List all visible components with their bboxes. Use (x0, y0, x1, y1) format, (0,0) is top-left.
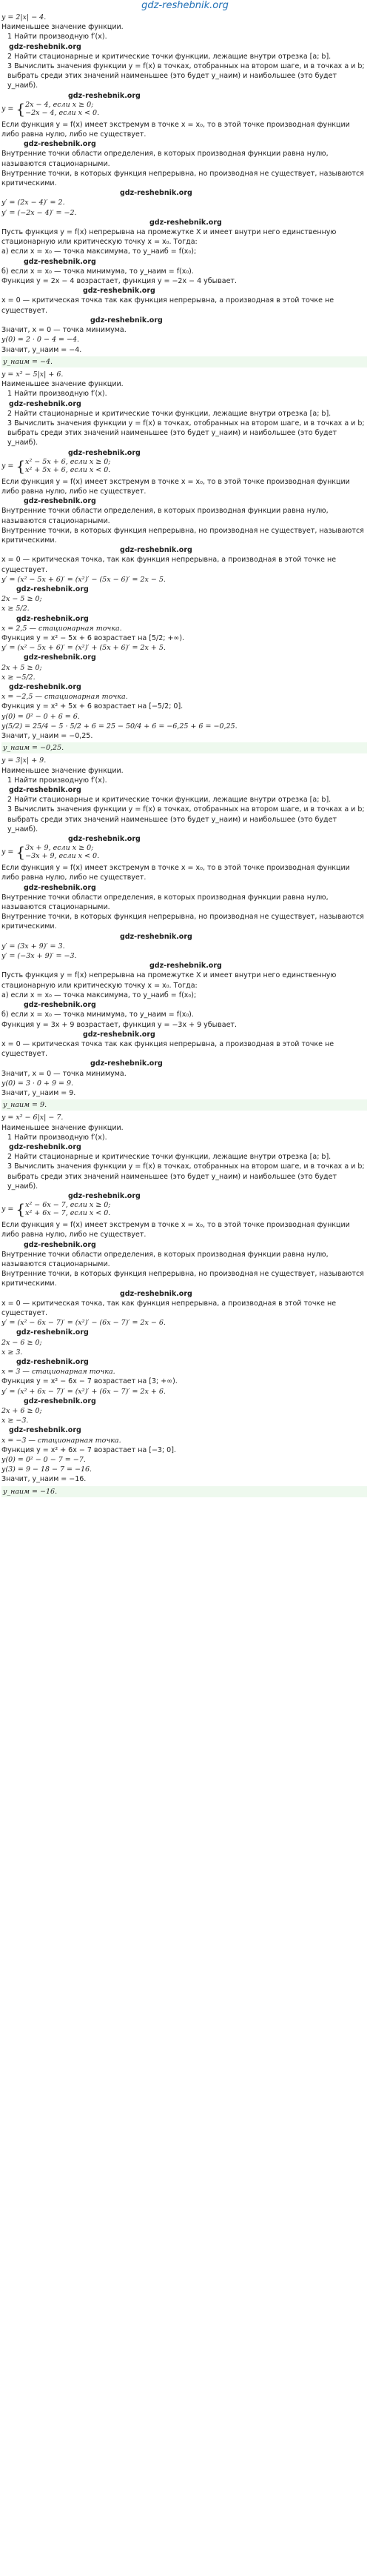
brace-icon: { (16, 844, 26, 862)
value-calc: y(5/2) = 25/4 − 5 · 5/2 + 6 = 25 − 50/4 + 6 = −6,25 + 6 = −0,25. (1, 722, 238, 730)
function-statement: y = x² − 6|x| − 7. (1, 1114, 64, 1122)
watermark: gdz-reshebnik.org (68, 448, 141, 457)
answer-box: y_наим = 9. (1, 1099, 367, 1111)
watermark: gdz-reshebnik.org (120, 932, 192, 941)
step-item: 3 Вычислить значения функции y = f(x) в точках, отобранных на втором шаге, и в точках a и b; выбрать среди этих значений наименьшее (это будет y_наим) и наибольшее (это будет y_наиб). (7, 62, 365, 90)
definition-text: Внутренние точки, в которых функция непрерывна, но производная не существует, называются критическими. (1, 526, 364, 545)
watermark: gdz-reshebnik.org (90, 1059, 163, 1068)
system-case: −3x + 9, если x < 0. (25, 852, 100, 861)
value-calc: y(0) = 2 · 0 − 4 = −4. (1, 336, 80, 345)
critical-point: x = 0 — критическая точка так как функция непрерывна, а производная в этой точке не существует. (1, 296, 334, 315)
solution-section (1, 1113, 367, 1497)
piecewise-system (1, 458, 367, 477)
heading: Наименьшее значение функции. (1, 380, 124, 389)
stationary-point: x = −2,5 — стационарная точка. (1, 693, 128, 702)
system-label: y = (1, 848, 16, 856)
watermark: gdz-reshebnik.org (24, 257, 96, 266)
watermark: gdz-reshebnik.org (9, 42, 81, 51)
step-item: 3 Вычислить значения функции y = f(x) в точках, отобранных на втором шаге, и в точках a и b; выбрать среди этих значений наименьшее (это будет y_наим) и наибольшее (это будет y_наиб). (7, 805, 365, 833)
answer-box: y_наим = −16. (1, 1486, 367, 1497)
watermark: gdz-reshebnik.org (24, 1001, 96, 1010)
definition-text: Внутренние точки области определения, в которых производная функции равна нулю, называются стационарными. (1, 1250, 329, 1268)
watermark: gdz-reshebnik.org (16, 1358, 89, 1366)
brace-icon: { (16, 457, 26, 475)
inequality: 2x + 6 ≥ 0; (1, 1407, 42, 1416)
inequality: x ≥ 3. (1, 1348, 23, 1357)
watermark: gdz-reshebnik.org (24, 653, 96, 662)
definition-text: Внутренние точки области определения, в которых производная функции равна нулю, называются стационарными. (1, 893, 329, 912)
monotonicity: Функция y = x² − 5x + 6 возрастает на [5/2; +∞). (1, 633, 185, 642)
watermark: gdz-reshebnik.org (16, 614, 89, 623)
inequality: 2x − 5 ≥ 0; (1, 595, 42, 604)
solution-section (1, 370, 367, 754)
theorem-text: Если функция y = f(x) имеет экстремум в точке x = x₀, то в этой точке производная функции либо равна нулю, либо не существует. (1, 1221, 350, 1239)
watermark: gdz-reshebnik.org (24, 140, 96, 149)
inequality: x ≥ −3. (1, 1417, 29, 1425)
critical-point: x = 0 — критическая точка так как функция непрерывна, а производная в этой точке не существует. (1, 1039, 334, 1059)
step-item: 3 Вычислить значения функции y = f(x) в точках, отобранных на втором шаге, и в точках a и b; выбрать среди этих значений наименьшее (это будет y_наим) и наибольшее (это будет y_наиб). (7, 1162, 365, 1191)
conclusion: Значит, y_наим = 9. (1, 1088, 76, 1097)
definition-text: Внутренние точки, в которых функция непрерывна, но производная не существует, называются критическими. (1, 913, 364, 931)
watermark: gdz-reshebnik.org (149, 962, 222, 971)
critical-point: x = 0 — критическая точка, так как функция непрерывна, а производная в этой точке не существует. (1, 556, 337, 574)
case-text: а) если x = x₀ — точка максимума, то y_наиб = f(x₀); (1, 247, 197, 256)
watermark: gdz-reshebnik.org (16, 1328, 89, 1337)
watermark: gdz-reshebnik.org (149, 218, 222, 227)
piecewise-system (1, 1201, 367, 1220)
case-text: а) если x = x₀ — точка максимума, то y_наиб = f(x₀); (1, 991, 197, 999)
derivative: y′ = (x² − 6x − 7)′ = (x²)′ − (6x − 7)′ = 2x − 6. (1, 1319, 166, 1328)
case-text: б) если x = x₀ — точка минимума, то y_наим = f(x₀). (1, 1011, 194, 1019)
definition-text: Внутренние точки области определения, в которых производная функции равна нулю, называются стационарными. (1, 507, 329, 525)
watermark: gdz-reshebnik.org (83, 287, 155, 296)
critical-point: x = 0 — критическая точка, так как функция непрерывна, а производная в этой точке не существует. (1, 1299, 337, 1317)
inequality: x ≥ 5/2. (1, 605, 30, 613)
system-case: −2x − 4, если x < 0. (25, 108, 100, 117)
step-item: 1 Найти производную f′(x). (7, 776, 107, 785)
monotonicity: Функция y = 3x + 9 возрастает, функция y = −3x + 9 убывает. (1, 1020, 237, 1029)
derivative: y′ = (x² − 5x + 6)′ = (x²)′ − (5x − 6)′ = 2x − 5. (1, 575, 166, 584)
monotonicity: Функция y = x² + 5x + 6 возрастает на [−5/2; 0]. (1, 702, 184, 711)
value-calc: y(0) = 0² − 0 − 7 = −7. (1, 1456, 86, 1465)
watermark: gdz-reshebnik.org (9, 399, 81, 408)
conclusion: Значит, x = 0 — точка минимума. (1, 326, 127, 335)
case-text: б) если x = x₀ — точка минимума, то y_наим = f(x₀). (1, 267, 194, 276)
system-label: y = (1, 462, 16, 470)
watermark: gdz-reshebnik.org (68, 91, 141, 100)
function-statement: y = x² − 5|x| + 6. (1, 370, 64, 379)
watermark: gdz-reshebnik.org (9, 683, 81, 691)
derivative: y′ = (−3x + 9)′ = −3. (1, 952, 77, 961)
theorem-text: Если функция y = f(x) имеет экстремум в точке x = x₀, то в этой точке производная функции либо равна нулю, либо не существует. (1, 120, 350, 139)
inequality: x ≥ −5/2. (1, 673, 36, 682)
definition-text: Внутренние точки, в которых функция непрерывна, но производная не существует, называются критическими. (1, 169, 364, 188)
watermark: gdz-reshebnik.org (120, 546, 192, 555)
answer-box: y_наим = −4. (1, 356, 367, 367)
step-item: 3 Вычислить значения функции y = f(x) в точках, отобранных на втором шаге, и в точках a и b; выбрать среди этих значений наименьшее (это будет y_наим) и наибольшее (это будет y_наиб). (7, 419, 365, 447)
theorem-text: Если функция y = f(x) имеет экстремум в точке x = x₀, то в этой точке производная функции либо равна нулю, либо не существует. (1, 864, 350, 882)
system-label: y = (1, 104, 16, 113)
piecewise-system (1, 844, 367, 863)
system-case: x² − 5x + 6, если x ≥ 0; (25, 457, 111, 466)
site-title[interactable]: gdz-reshebnik.org (141, 0, 229, 11)
watermark: gdz-reshebnik.org (120, 1289, 192, 1298)
value-calc: y(3) = 9 − 18 − 7 = −16. (1, 1465, 92, 1474)
watermark: gdz-reshebnik.org (16, 585, 89, 593)
piecewise-system (1, 101, 367, 120)
watermark: gdz-reshebnik.org (9, 786, 81, 795)
value-calc: y(0) = 0² − 0 + 6 = 6. (1, 712, 80, 721)
watermark: gdz-reshebnik.org (9, 1426, 81, 1435)
system-case: x² − 6x − 7, если x ≥ 0; (25, 1201, 111, 1210)
derivative: y′ = (2x − 4)′ = 2. (1, 199, 65, 207)
conclusion: Значит, x = 0 — точка минимума. (1, 1069, 127, 1078)
monotonicity: Функция y = x² + 6x − 7 возрастает на [−3; 0]. (1, 1445, 176, 1454)
monotonicity: Функция y = 2x − 4 возрастает, функция y = −2x − 4 убывает. (1, 277, 237, 286)
monotonicity: Функция y = x² − 6x − 7 возрастает на [3; +∞). (1, 1377, 178, 1386)
definition-text: Внутренние точки области определения, в которых производная функции равна нулю, называются стационарными. (1, 150, 329, 168)
solution-content (1, 12, 367, 1500)
theorem-text: Пусть функция y = f(x) непрерывна на промежутке X и имеет внутри него единственную стационарную или критическую точку x = x₀. Тогда: (1, 971, 337, 990)
system-label: y = (1, 1205, 16, 1214)
watermark: gdz-reshebnik.org (24, 1397, 96, 1405)
step-item: 1 Найти производную f′(x). (7, 390, 107, 399)
watermark: gdz-reshebnik.org (120, 189, 192, 198)
value-calc: y(0) = 3 · 0 + 9 = 9. (1, 1079, 74, 1088)
function-statement: y = 2|x| − 4. (1, 13, 47, 21)
derivative: y′ = (−2x − 4)′ = −2. (1, 208, 77, 217)
solution-section (1, 13, 367, 367)
watermark: gdz-reshebnik.org (24, 497, 96, 506)
heading: Наименьшее значение функции. (1, 1123, 124, 1132)
step-item: 1 Найти производную f′(x). (7, 1133, 107, 1142)
step-item: 2 Найти стационарные и критические точки функции, лежащие внутри отрезка [a; b]. (7, 409, 332, 418)
function-statement: y = 3|x| + 9. (1, 756, 47, 765)
derivative: y′ = (x² − 5x + 6)′ = (x²)′ + (5x + 6)′ = 2x + 5. (1, 644, 166, 653)
watermark: gdz-reshebnik.org (24, 883, 96, 892)
system-case: 3x + 9, если x ≥ 0; (25, 844, 94, 853)
step-item: 1 Найти производную f′(x). (7, 33, 107, 41)
conclusion: Значит, y_наим = −16. (1, 1475, 87, 1484)
watermark: gdz-reshebnik.org (24, 1240, 96, 1249)
conclusion: Значит, y_наим = −0,25. (1, 732, 93, 741)
answer-box: y_наим = −0,25. (1, 742, 367, 753)
definition-text: Внутренние точки, в которых функция непрерывна, но производная не существует, называются критическими. (1, 1270, 364, 1288)
inequality: 2x − 6 ≥ 0; (1, 1338, 42, 1347)
theorem-text: Пусть функция y = f(x) непрерывна на промежутке X и имеет внутри него единственную стационарную или критическую точку x = x₀. Тогда: (1, 228, 337, 247)
brace-icon: { (16, 1201, 26, 1219)
solution-section (1, 756, 367, 1111)
step-item: 2 Найти стационарные и критические точки функции, лежащие внутри отрезка [a; b]. (7, 796, 332, 805)
watermark: gdz-reshebnik.org (9, 1142, 81, 1151)
stationary-point: x = 2,5 — стационарная точка. (1, 624, 122, 633)
stationary-point: x = 3 — стационарная точка. (1, 1368, 115, 1377)
derivative: y′ = (x² + 6x − 7)′ = (x²)′ + (6x − 7)′ = 2x + 6. (1, 1387, 166, 1396)
stationary-point: x = −3 — стационарная точка. (1, 1436, 121, 1445)
watermark: gdz-reshebnik.org (90, 316, 163, 325)
brace-icon: { (16, 100, 26, 118)
step-item: 2 Найти стационарные и критические точки функции, лежащие внутри отрезка [a; b]. (7, 1153, 332, 1162)
conclusion: Значит, y_наим = −4. (1, 345, 82, 354)
system-case: x² + 5x + 6, если x < 0. (25, 465, 111, 474)
theorem-text: Если функция y = f(x) имеет экстремум в точке x = x₀, то в этой точке производная функции либо равна нулю, либо не существует. (1, 477, 350, 496)
heading: Наименьшее значение функции. (1, 766, 124, 775)
step-item: 2 Найти стационарные и критические точки функции, лежащие внутри отрезка [a; b]. (7, 52, 332, 61)
watermark: gdz-reshebnik.org (68, 1191, 141, 1200)
inequality: 2x + 5 ≥ 0; (1, 663, 42, 672)
system-case: 2x − 4, если x ≥ 0; (25, 100, 94, 109)
watermark: gdz-reshebnik.org (68, 835, 141, 844)
watermark: gdz-reshebnik.org (83, 1030, 155, 1039)
derivative: y′ = (3x + 9)′ = 3. (1, 942, 65, 951)
heading: Наименьшее значение функции. (1, 23, 124, 32)
system-case: x² + 6x − 7, если x < 0. (25, 1209, 111, 1218)
